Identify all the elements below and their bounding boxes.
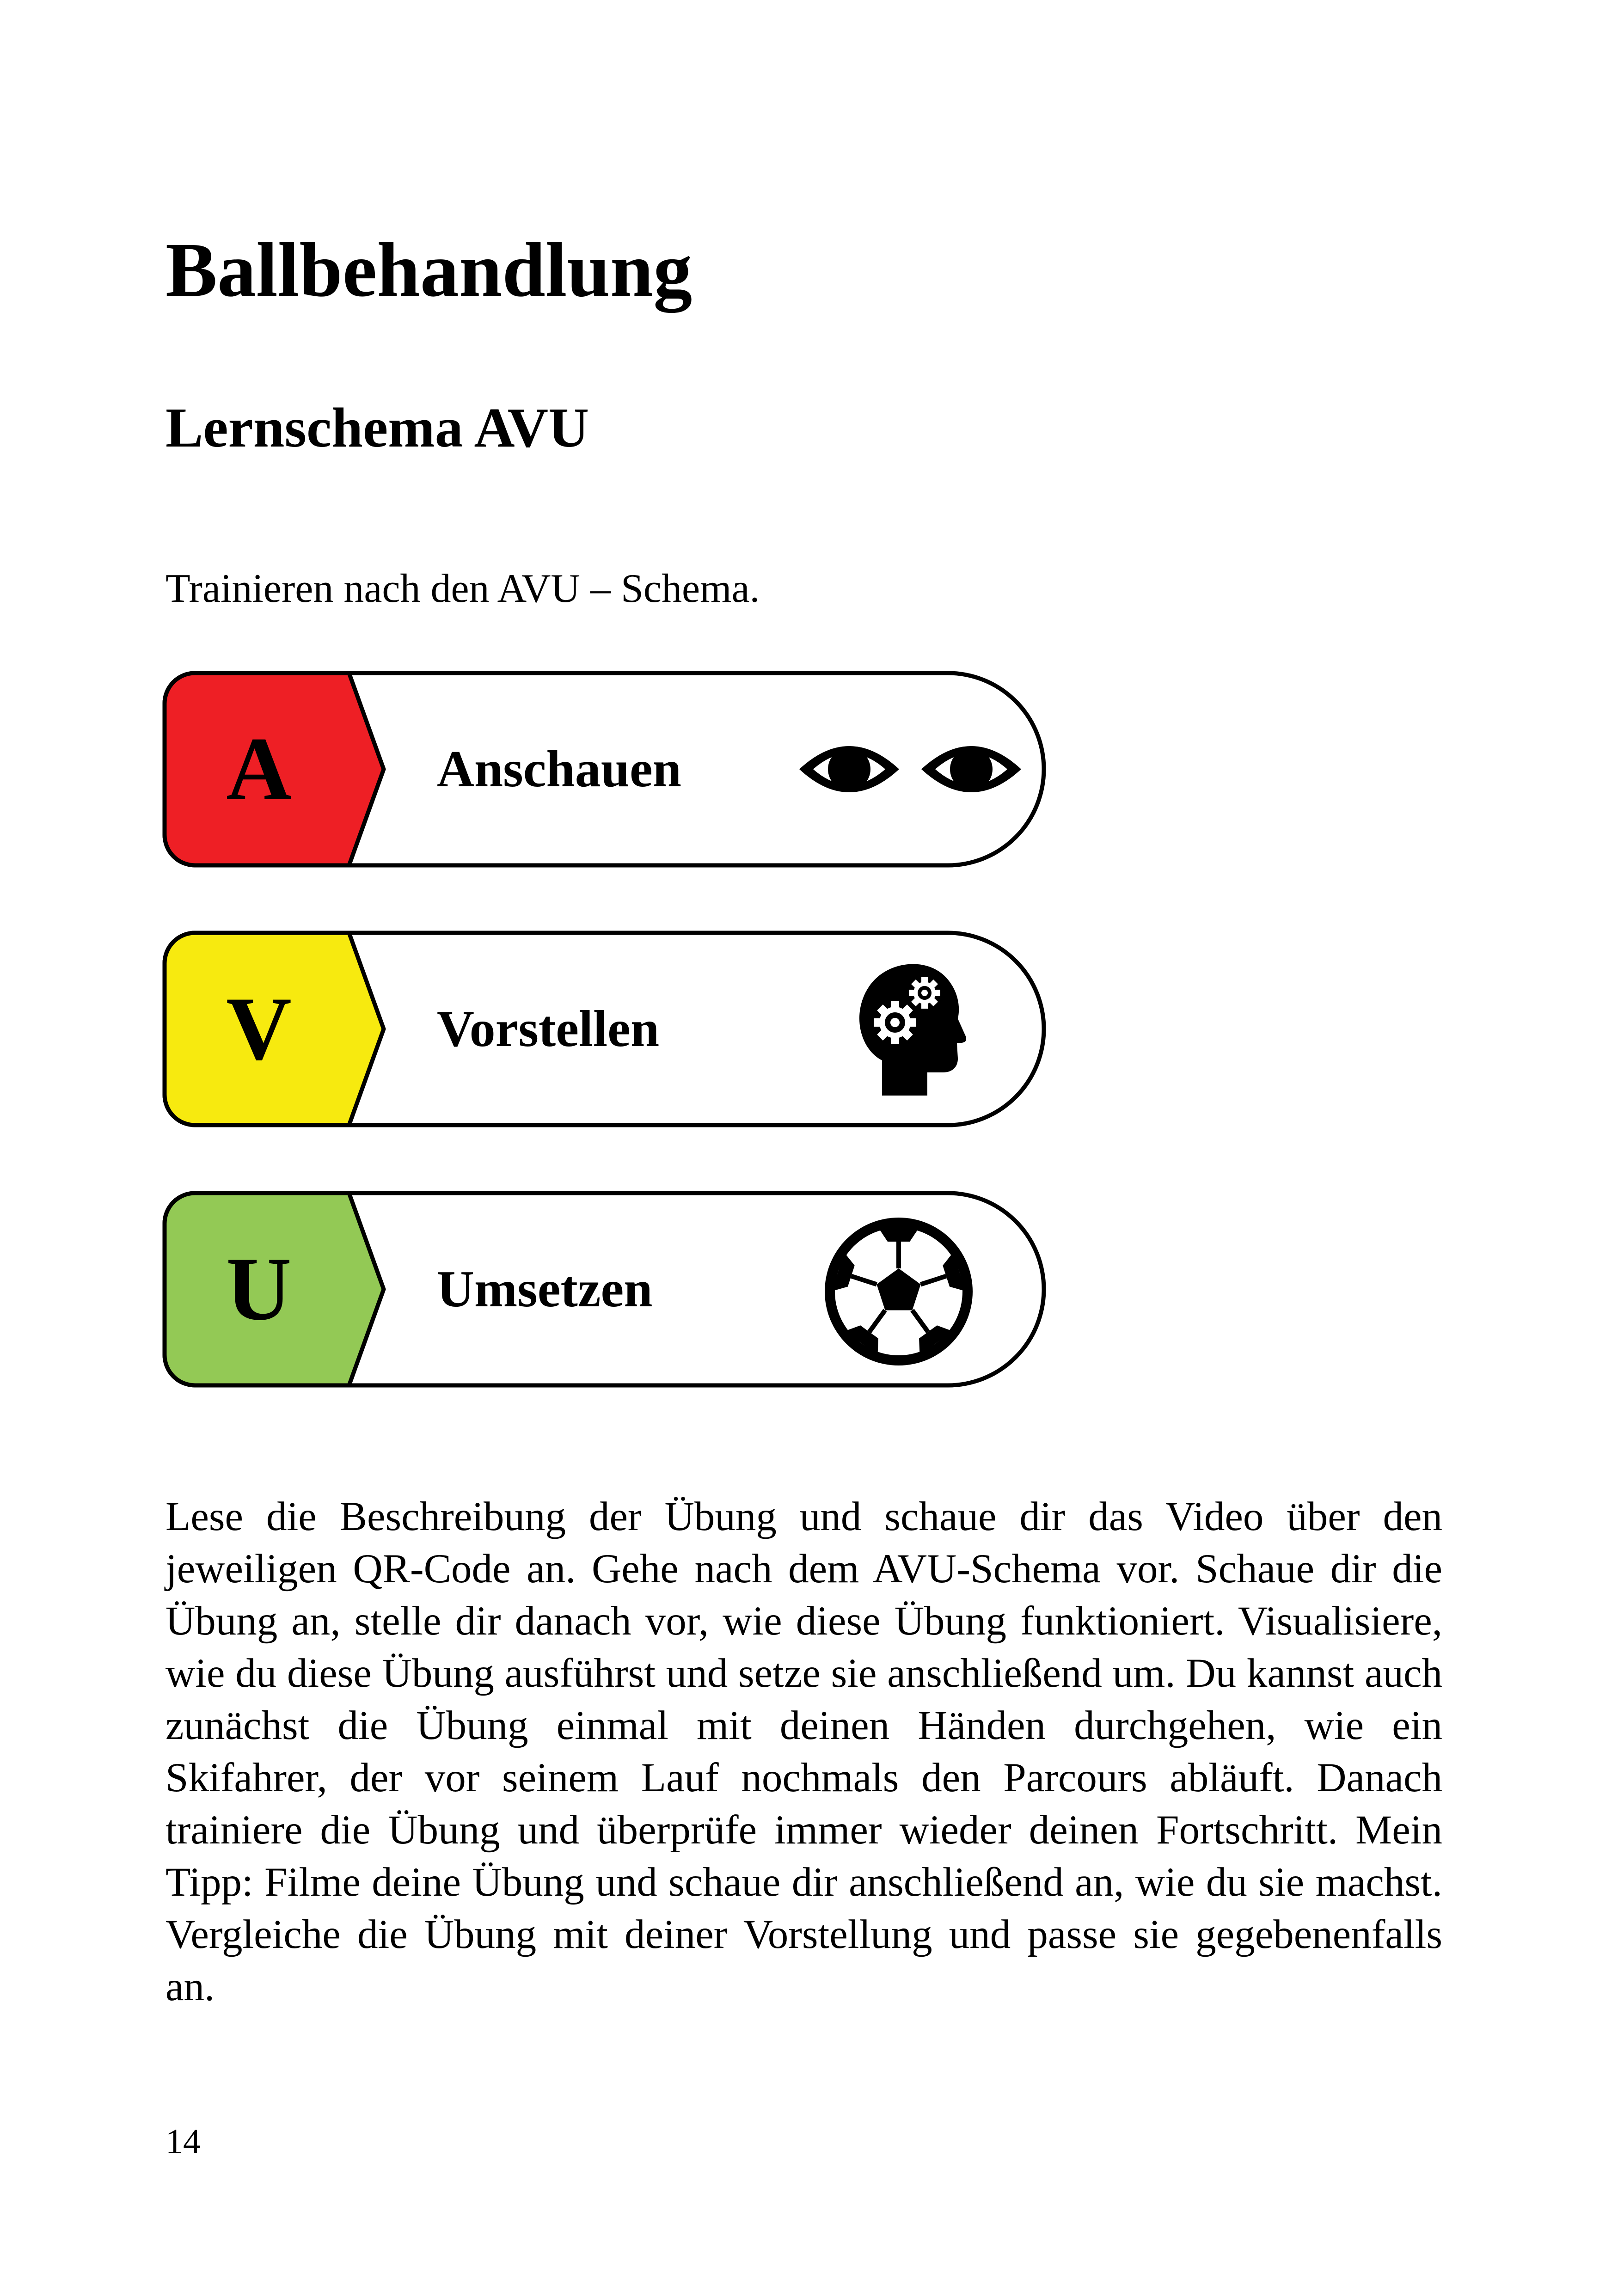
page-number: 14 — [165, 2122, 201, 2161]
step-label: Vorstellen — [437, 1000, 660, 1058]
avu-step-umsetzen — [162, 1190, 1047, 1388]
eyes-icon — [797, 732, 1024, 806]
section-heading: Lernschema AVU — [165, 397, 589, 459]
avu-step-anschauen — [162, 670, 1047, 868]
intro-text: Trainieren nach den AVU – Schema. — [165, 566, 760, 611]
body-paragraph: Lese die Beschreibung der Übung und schaue dir das Video über den jeweiligen QR-Code an. Gehe nach dem AVU-Schema vor. Schaue dir die Übung an, stelle dir danach vor, wie diese Übung funktioniert. Visualisiere, wie du diese Übung ausführst und setze sie anschließend um. Du kannst auch zunächst die Übung einmal mit deinen Händen durchgehen, wie ein Skifahrer, der vor seinem Lauf nochmals den Parcours abläuft. Danach trainiere die Übung und überprüfe immer wieder deinen Fortschritt. Mein Tipp: Filme deine Übung und schaue dir anschließend an, wie du sie machst. Vergleiche die Übung mit deiner Vorstellung und passe sie gegebenenfalls an. — [165, 1494, 1442, 2009]
head-gears-icon — [855, 958, 966, 1096]
step-letter: A — [226, 719, 292, 819]
page-title: Ballbehandlung — [165, 227, 693, 313]
step-letter: U — [226, 1239, 292, 1339]
avu-step-vorstellen — [162, 930, 1047, 1128]
step-label: Anschauen — [437, 741, 682, 798]
soccer-ball-icon — [824, 1217, 974, 1366]
step-letter: V — [226, 979, 292, 1079]
step-label: Umsetzen — [437, 1261, 653, 1318]
